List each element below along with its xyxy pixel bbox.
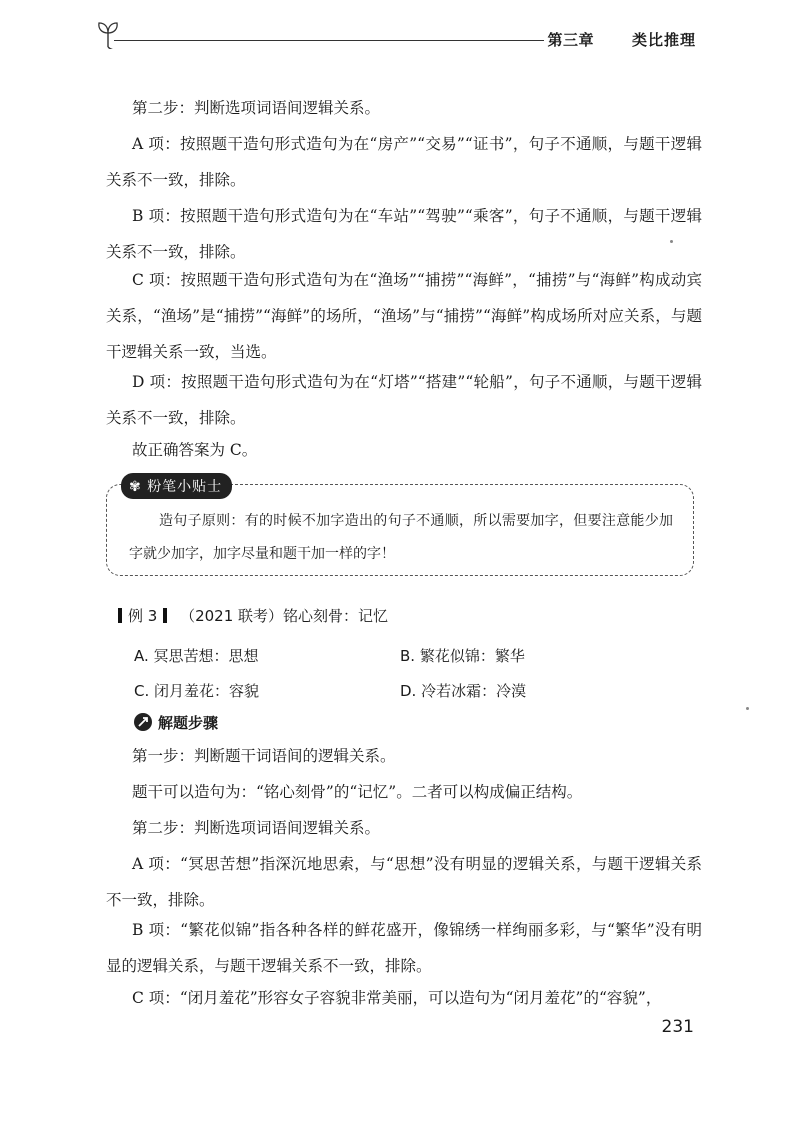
tip-box (106, 479, 694, 576)
option-c: C. 闭月羞花：容貌 (134, 682, 260, 700)
sprout-icon: ✾ (129, 479, 142, 495)
paragraph-step2-heading: 第二步：判断选项词语间逻辑关系。 (132, 99, 381, 117)
header-chapter: 第三章 (547, 31, 594, 49)
tip-label (121, 473, 232, 499)
sprout-icon (94, 19, 122, 49)
paragraph-step2-heading-2: 第二步：判断选项词语间逻辑关系。 (132, 819, 381, 837)
option-a: A. 冥思苦想：思想 (134, 647, 259, 665)
paragraph-analysis-b: B 项：“繁花似锦”指各种各样的鲜花盛开，像锦绣一样绚丽多彩，与“繁华”没有明显的逻辑关系，与题干逻辑关系不一致，排除。 (106, 921, 702, 975)
paragraph-analysis-a: A 项：“冥思苦想”指深沉地思索，与“思想”没有明显的逻辑关系，与题干逻辑关系不一致，排除。 (106, 855, 702, 909)
tip-label-text: 粉笔小贴士 (147, 479, 223, 495)
paragraph-analysis-c: C 项：“闭月羞花”形容女子容貌非常美丽，可以造句为“闭月羞花”的“容貌”， (132, 989, 662, 1007)
header-rule (114, 40, 544, 41)
paragraph-option-c: C 项：按照题干造句形式造句为在“渔场”“捕捞”“海鲜”，“捕捞”与“海鲜”构成动宾关系，“渔场”是“捕捞”“海鲜”的场所，“渔场”与“捕捞”“海鲜”构成场所对应关系，与题干逻辑关系一致，当选。 (106, 271, 702, 361)
paragraph-option-d: D 项：按照题干造句形式造句为在“灯塔”“搭建”“轮船”，句子不通顺，与题干逻辑关系不一致，排除。 (106, 373, 702, 427)
paragraph-answer: 故正确答案为 C。 (132, 441, 258, 459)
example-stem: （2021 联考）铭心刻骨：记忆 (180, 607, 389, 625)
option-d: D. 冷若冰霜：冷漠 (400, 682, 527, 700)
example-heading (118, 605, 388, 626)
steps-icon (134, 713, 152, 731)
paragraph-option-a: A 项：按照题干造句形式造句为在“房产”“交易”“证书”，句子不通顺，与题干逻辑关系不一致，排除。 (106, 135, 702, 189)
example-bar-right (163, 608, 167, 623)
paragraph-step1-heading: 第一步：判断题干词语间的逻辑关系。 (132, 747, 396, 765)
scan-speck (746, 707, 749, 710)
tip-text: 造句子原则：有的时候不加字造出的句子不通顺，所以需要加字，但要注意能少加字就少加字，加字尽量和题干加一样的字！ (129, 513, 673, 562)
steps-heading (134, 712, 218, 733)
example-number: 例 3 (128, 607, 158, 625)
page-number: 231 (661, 1017, 694, 1037)
paragraph-option-b: B 项：按照题干造句形式造句为在“车站”“驾驶”“乘客”，句子不通顺，与题干逻辑关系不一致，排除。 (106, 207, 702, 261)
page-header (96, 16, 700, 52)
header-title: 类比推理 (631, 31, 696, 49)
example-bar-left (118, 608, 122, 623)
paragraph-stem-analysis: 题干可以造句为：“铭心刻骨”的“记忆”。二者可以构成偏正结构。 (132, 783, 583, 801)
steps-label: 解题步骤 (158, 714, 219, 732)
option-b: B. 繁花似锦：繁华 (400, 647, 525, 665)
scan-speck (670, 240, 673, 243)
